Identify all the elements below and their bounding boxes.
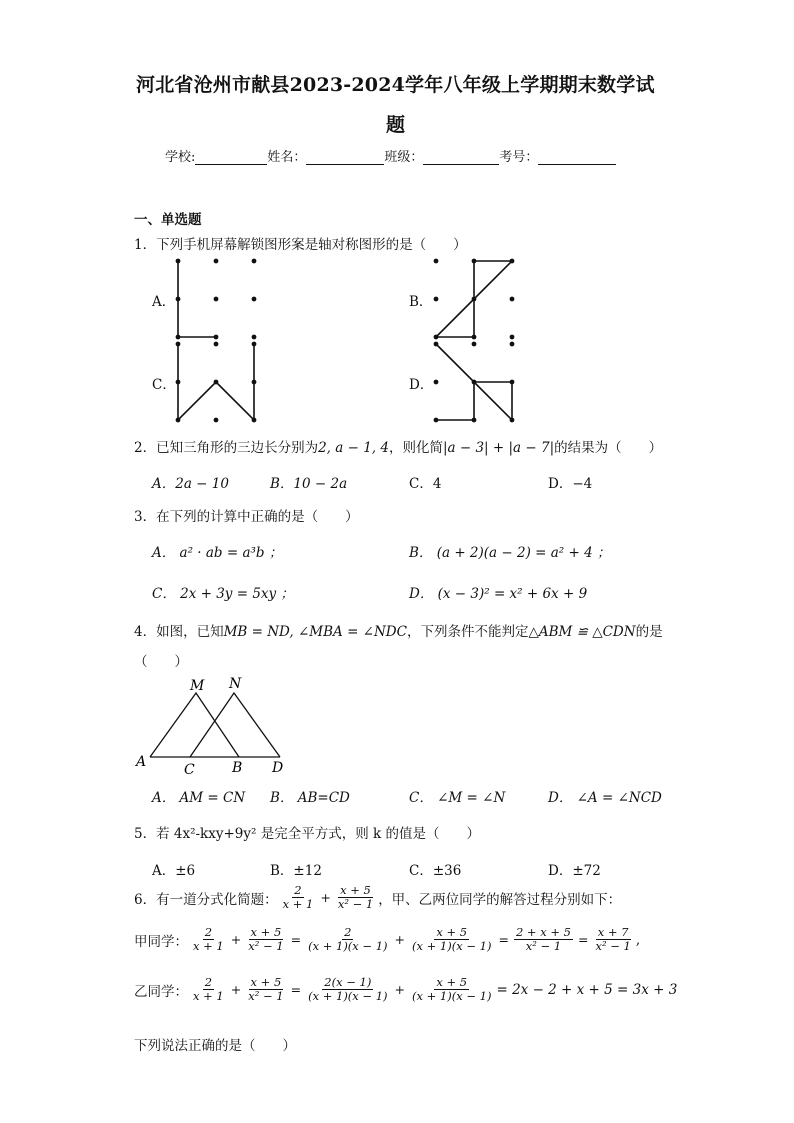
q6-stem-pre: 6．有一道分式化简题：: [134, 891, 278, 908]
q4-option-d[interactable]: D． ∠A = ∠NCD: [548, 790, 662, 806]
q5-option-d[interactable]: D．±72: [548, 863, 601, 879]
q4-option-c[interactable]: C． ∠M = ∠N: [409, 790, 506, 806]
q4-stem-triangles: △ABM ≌ △CDN: [528, 624, 636, 640]
q1-option-a-label: A．: [152, 294, 176, 310]
q4-stem-condition: MB = ND, ∠MBA = ∠NDC: [223, 624, 407, 640]
q1-pattern-d: [428, 336, 528, 428]
q4-option-a[interactable]: A． AM = CN: [152, 790, 246, 806]
q4-triangle-figure: [130, 672, 300, 782]
q5-option-c[interactable]: C．±36: [409, 863, 462, 879]
q1-option-c-label: C．: [152, 377, 176, 393]
q4-option-b[interactable]: B． AB=CD: [270, 790, 350, 806]
page-title-line2: 题: [386, 114, 406, 136]
q4-answer-paren: （ ）: [134, 654, 188, 670]
q6-jia-label: 甲同学：: [134, 933, 188, 950]
q6-stem-post: ，甲、乙两位同学的解答过程分别如下：: [378, 891, 622, 908]
q5-option-a[interactable]: A．±6: [152, 863, 196, 879]
q2-stem-expression: |a − 3| + |a − 7|: [442, 440, 555, 456]
page-title-line1: 河北省沧州市献县2023-2024学年八年级上学期期末数学试: [136, 74, 655, 96]
q3-option-c[interactable]: C． 2x + 3y = 5xy ；: [152, 586, 294, 602]
q2-stem-mid: ，则化简: [388, 440, 443, 456]
q3-option-d[interactable]: D． (x − 3)² = x² + 6x + 9: [409, 586, 588, 602]
label-m: M: [190, 678, 205, 694]
q1-pattern-c: [170, 336, 270, 428]
q2-stem-pre: 2．已知三角形的三边长分别为: [134, 440, 319, 456]
q2-option-c[interactable]: C．4: [409, 476, 442, 492]
q5-option-b[interactable]: B．±12: [270, 863, 322, 879]
q6-yi-result: = 2x − 2 + x + 5 = 3x + 3: [496, 981, 678, 998]
label-d: D: [272, 760, 284, 776]
q1-pattern-b: [428, 253, 528, 345]
q4-stem-mid: ，下列条件不能判定: [406, 624, 529, 640]
label-n: N: [229, 676, 242, 692]
q6-stem: 6．有一道分式化简题： $\frac{2}{x + 1}$ + $\frac{x + 5}{\text{x² − 1}}$ ，甲、乙两位同学的解答过程分别如下：: [134, 883, 622, 912]
q4-stem-post: 的是: [635, 624, 663, 640]
q3-option-b[interactable]: B． (a + 2)(a − 2) = a² + 4 ；: [409, 545, 611, 561]
q1-pattern-a: [170, 253, 270, 345]
label-b: B: [232, 760, 243, 776]
fraction: $\frac{x + 5}{\text{x² − 1}}$: [337, 883, 374, 912]
q1-stem: 1．下列手机屏幕解锁图形案是轴对称图形的是（ ）: [134, 237, 467, 253]
section-heading: 一、单选题: [134, 212, 202, 228]
q2-stem-values: 2, a − 1, 4: [318, 440, 389, 456]
id-label: 考号：: [499, 150, 539, 165]
fraction: $\frac{2}{x + 1}$: [282, 883, 314, 912]
name-field[interactable]: [306, 150, 384, 165]
student-info: [165, 146, 616, 165]
q6-final-prompt: 下列说法正确的是（ ）: [134, 1038, 296, 1054]
school-label: 学校:: [165, 150, 196, 165]
class-field[interactable]: [423, 150, 499, 165]
q2-option-d[interactable]: D．−4: [548, 476, 593, 492]
q4-stem: [134, 620, 663, 640]
q6-yi-solution: 乙同学： $\frac{2}{x + 1}$ + $\frac{x + 5}{\text{x² − 1}}$ = $\frac{2(x - 1)}{(x + 1)(x - 1)}$ + $\frac{x + 5}{(x + 1)(x - 1)}$ = 2x − 2 + x + 5 = 3x + 3: [134, 975, 678, 1004]
class-label: 班级：: [384, 150, 424, 165]
q6-yi-label: 乙同学：: [134, 983, 188, 1000]
label-a: A: [136, 754, 147, 770]
name-label: 姓名：: [267, 150, 307, 165]
id-field[interactable]: [538, 150, 616, 165]
q1-option-d-label: D．: [409, 377, 434, 393]
q2-stem: [134, 436, 662, 456]
q1-option-b-label: B．: [409, 294, 433, 310]
q3-option-a[interactable]: A． a² · ab = a³b ；: [152, 545, 283, 561]
q5-stem: 5．若 4x²-kxy+9y² 是完全平方式，则 k 的值是（ ）: [134, 826, 480, 842]
q2-option-b[interactable]: B．10 − 2a: [270, 476, 348, 492]
school-field[interactable]: [195, 150, 267, 165]
q4-stem-pre: 4．如图，已知: [134, 624, 224, 640]
q2-option-a[interactable]: A．2a − 10: [152, 476, 229, 492]
label-c: C: [184, 762, 195, 778]
q3-stem: 3．在下列的计算中正确的是（ ）: [134, 509, 359, 525]
q2-stem-post: 的结果为（ ）: [554, 440, 663, 456]
q6-jia-solution: 甲同学： $\frac{2}{x + 1}$ + $\frac{x + 5}{\text{x² − 1}}$ = $\frac{2}{(x + 1)(x - 1)}$ + $\frac{x + 5}{(x + 1)(x - 1)}$ = $\frac{2 + x + 5}{\text{x² − 1}}$ = $\frac{x + 7}{\text{x² − 1}}$ ,: [134, 925, 641, 954]
